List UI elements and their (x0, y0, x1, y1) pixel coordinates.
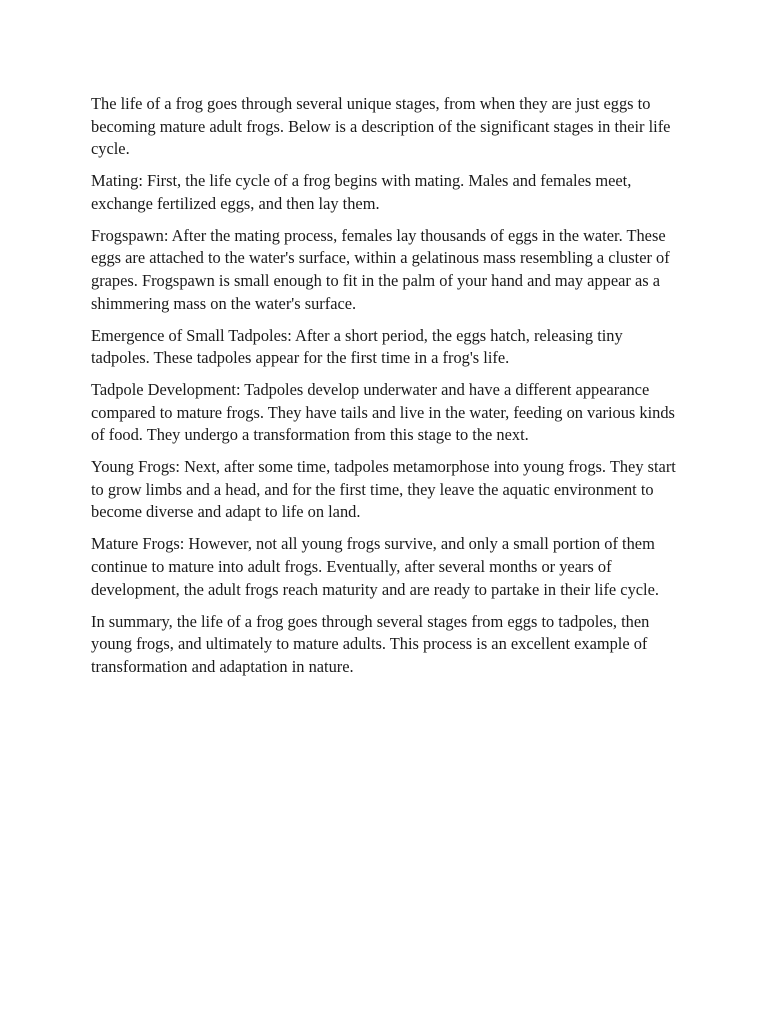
paragraph-intro: The life of a frog goes through several unique stages, from when they are just eggs to becoming mature adult frogs. Below is a description of the significant stages in their life cycle. (91, 94, 671, 159)
paragraph-mature-frogs: Mature Frogs: However, not all young frogs survive, and only a small portion of them continue to mature into adult frogs. Eventually, after several months or years of development, the adult frogs reach maturity and are ready to partake in their life cycle. (91, 534, 659, 599)
paragraph-tadpole-development: Tadpole Development: Tadpoles develop underwater and have a different appearance compared to mature frogs. They have tails and live in the water, feeding on various kinds of food. They undergo a transformation from this stage to the next. (91, 380, 675, 445)
paragraph-mating: Mating: First, the life cycle of a frog begins with mating. Males and females meet, exchange fertilized eggs, and then lay them. (91, 171, 632, 213)
paragraph-small-tadpoles: Emergence of Small Tadpoles: After a short period, the eggs hatch, releasing tiny tadpoles. These tadpoles appear for the first time in a frog's life. (91, 325, 623, 368)
paragraph-young-frogs: Young Frogs: Next, after some time, tadpoles metamorphose into young frogs. They start to grow limbs and a head, and for the first time, they leave the aquatic environment to become diverse and adapt to life on land. (91, 457, 676, 522)
paragraph-summary: In summary, the life of a frog goes through several stages from eggs to tadpoles, then young frogs, and ultimately to mature adults. This process is an excellent example of transformation and adaptation in nature. (91, 611, 650, 676)
document-body (91, 93, 679, 688)
paragraph-frogspawn: Frogspawn: After the mating process, females lay thousands of eggs in the water. These eggs are attached to the water's surface, within a gelatinous mass resembling a cluster of grapes. Frogspawn is small enough to fit in the palm of your hand and may appear as a shimmering mass on the water's surface. (91, 225, 670, 313)
